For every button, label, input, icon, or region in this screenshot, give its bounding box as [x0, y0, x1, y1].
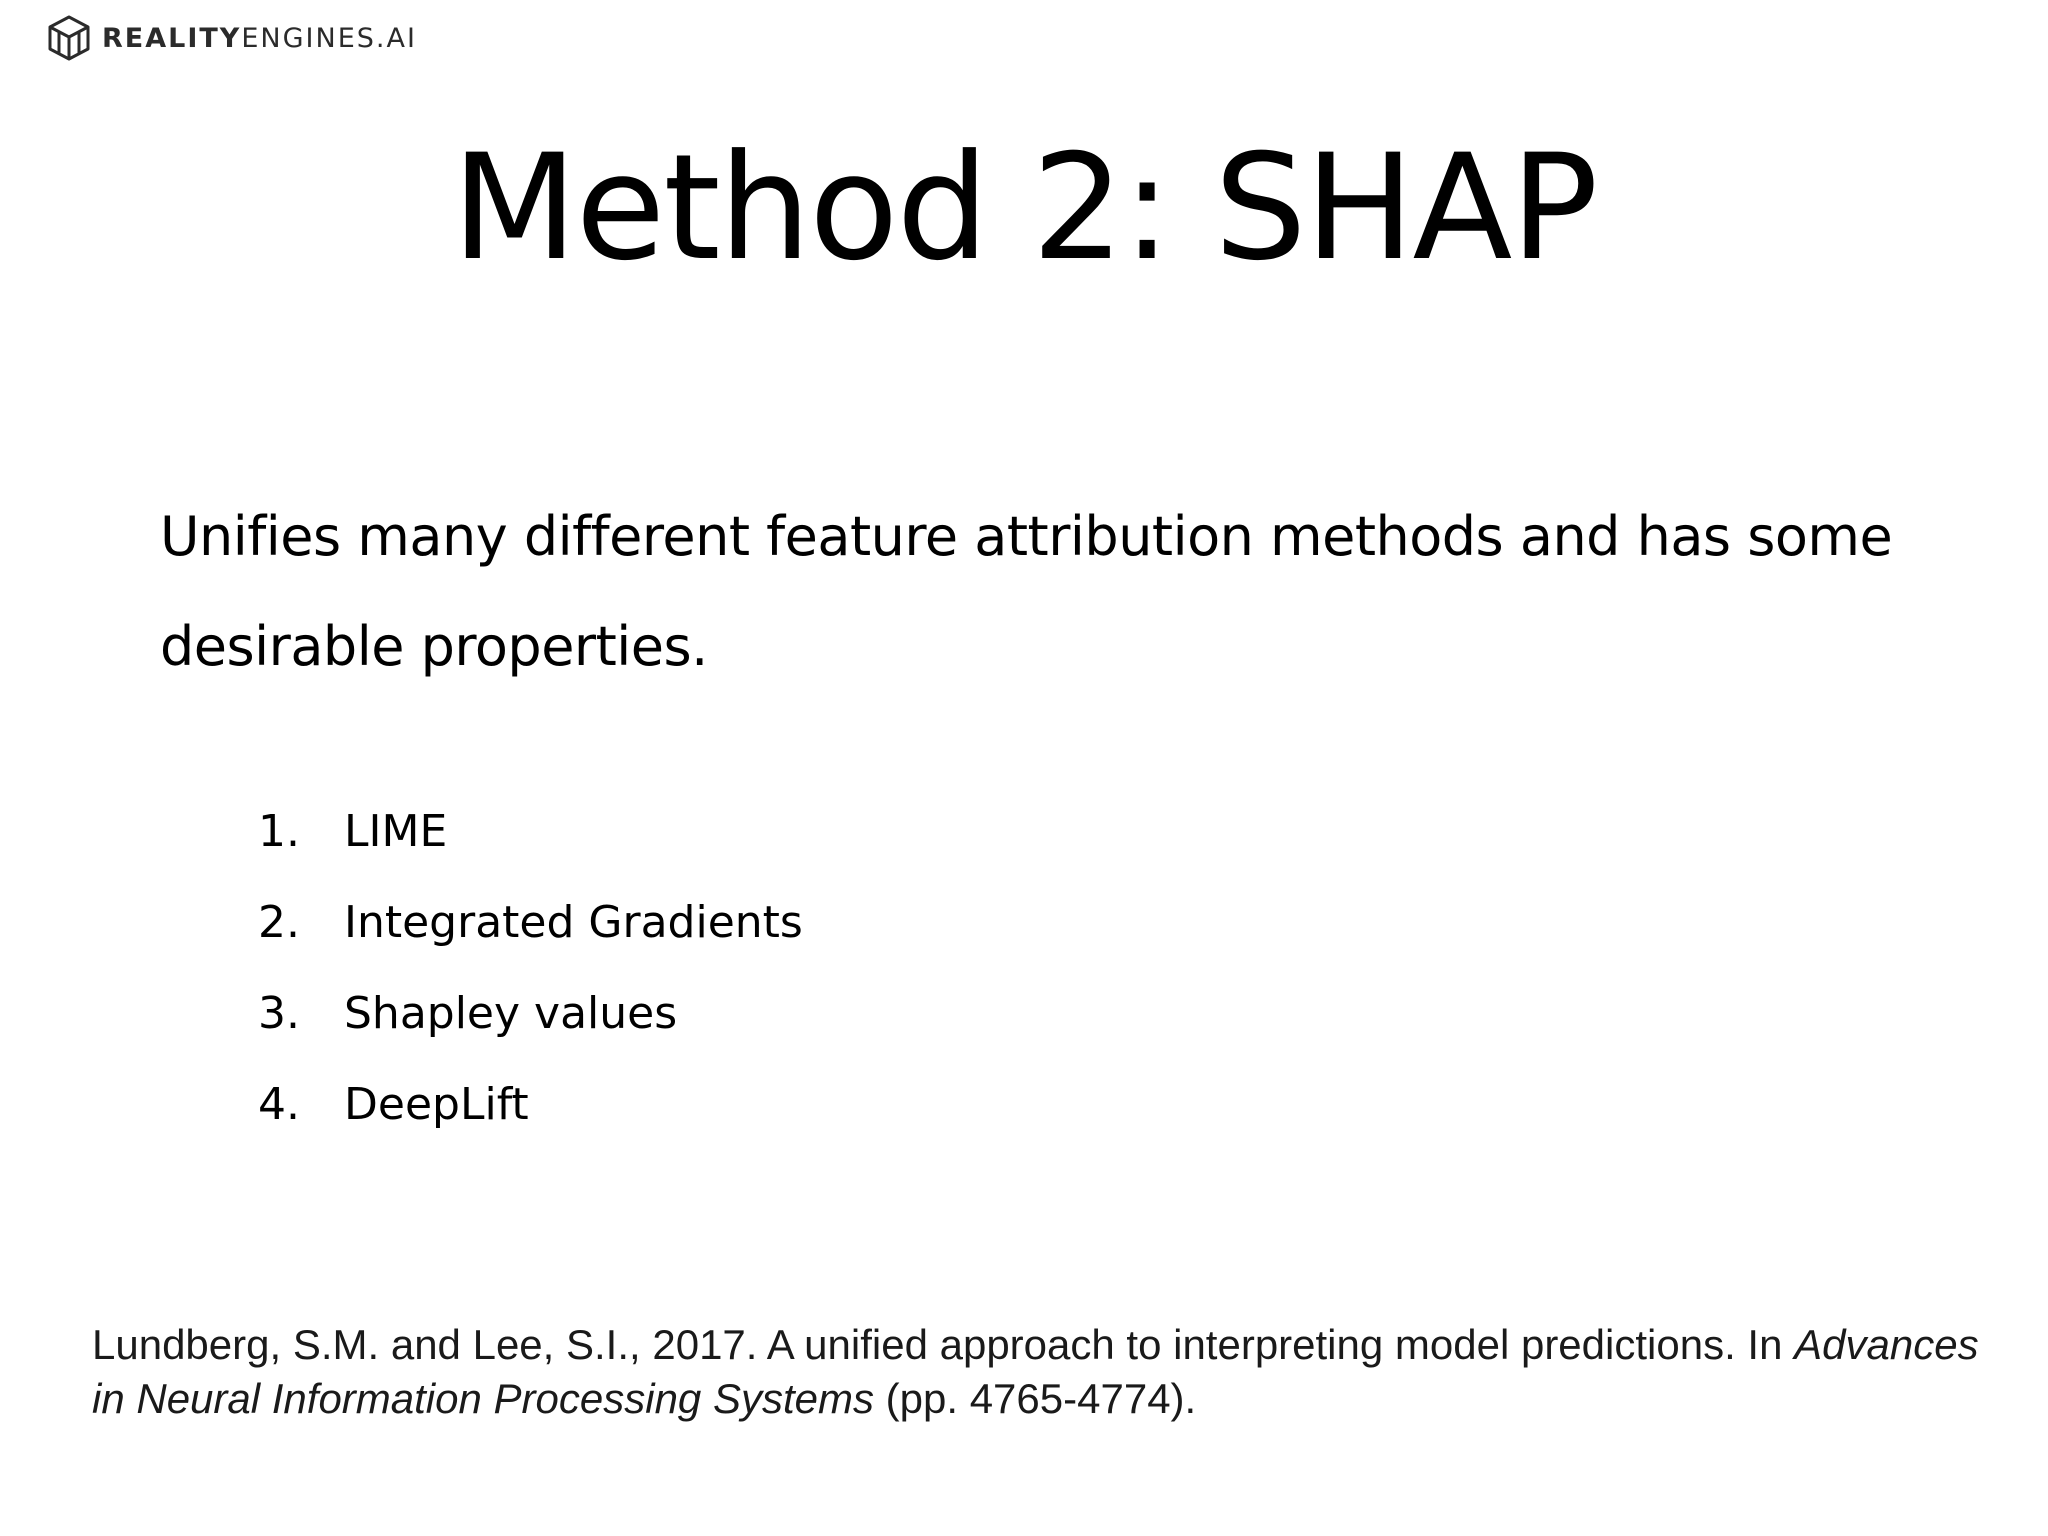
cube-logo-icon — [46, 14, 92, 62]
list-item — [258, 786, 803, 877]
citation — [92, 1318, 1992, 1426]
list-item-label: Shapley values — [344, 988, 678, 1039]
slide-title: Method 2: SHAP — [451, 123, 1597, 293]
list-item-label: LIME — [344, 806, 448, 857]
list-item — [258, 1059, 803, 1150]
brand-name — [102, 22, 417, 54]
brand-name-light: ENGINES.AI — [241, 22, 417, 54]
list-item-label: Integrated Gradients — [344, 897, 803, 948]
list-item-number: 3. — [258, 988, 300, 1039]
citation-pages: (pp. 4765-4774). — [885, 1375, 1197, 1422]
brand-name-bold: REALITY — [102, 22, 242, 54]
slide-intro: Unifies many different feature attribution methods and has some desirable properties. — [160, 505, 1893, 678]
brand-logo — [46, 14, 417, 62]
list-item — [258, 877, 803, 968]
list-item-label: DeepLift — [344, 1079, 529, 1130]
list-item-number: 2. — [258, 897, 300, 948]
citation-venue: Advances in Neural Information Processing Systems — [92, 1321, 1979, 1422]
citation-text: Lundberg, S.M. and Lee, S.I., 2017. A unified approach to interpreting model predictions. In — [92, 1321, 1783, 1368]
methods-list — [258, 786, 803, 1150]
list-item-number: 4. — [258, 1079, 300, 1130]
list-item-number: 1. — [258, 806, 300, 857]
list-item — [258, 968, 803, 1059]
